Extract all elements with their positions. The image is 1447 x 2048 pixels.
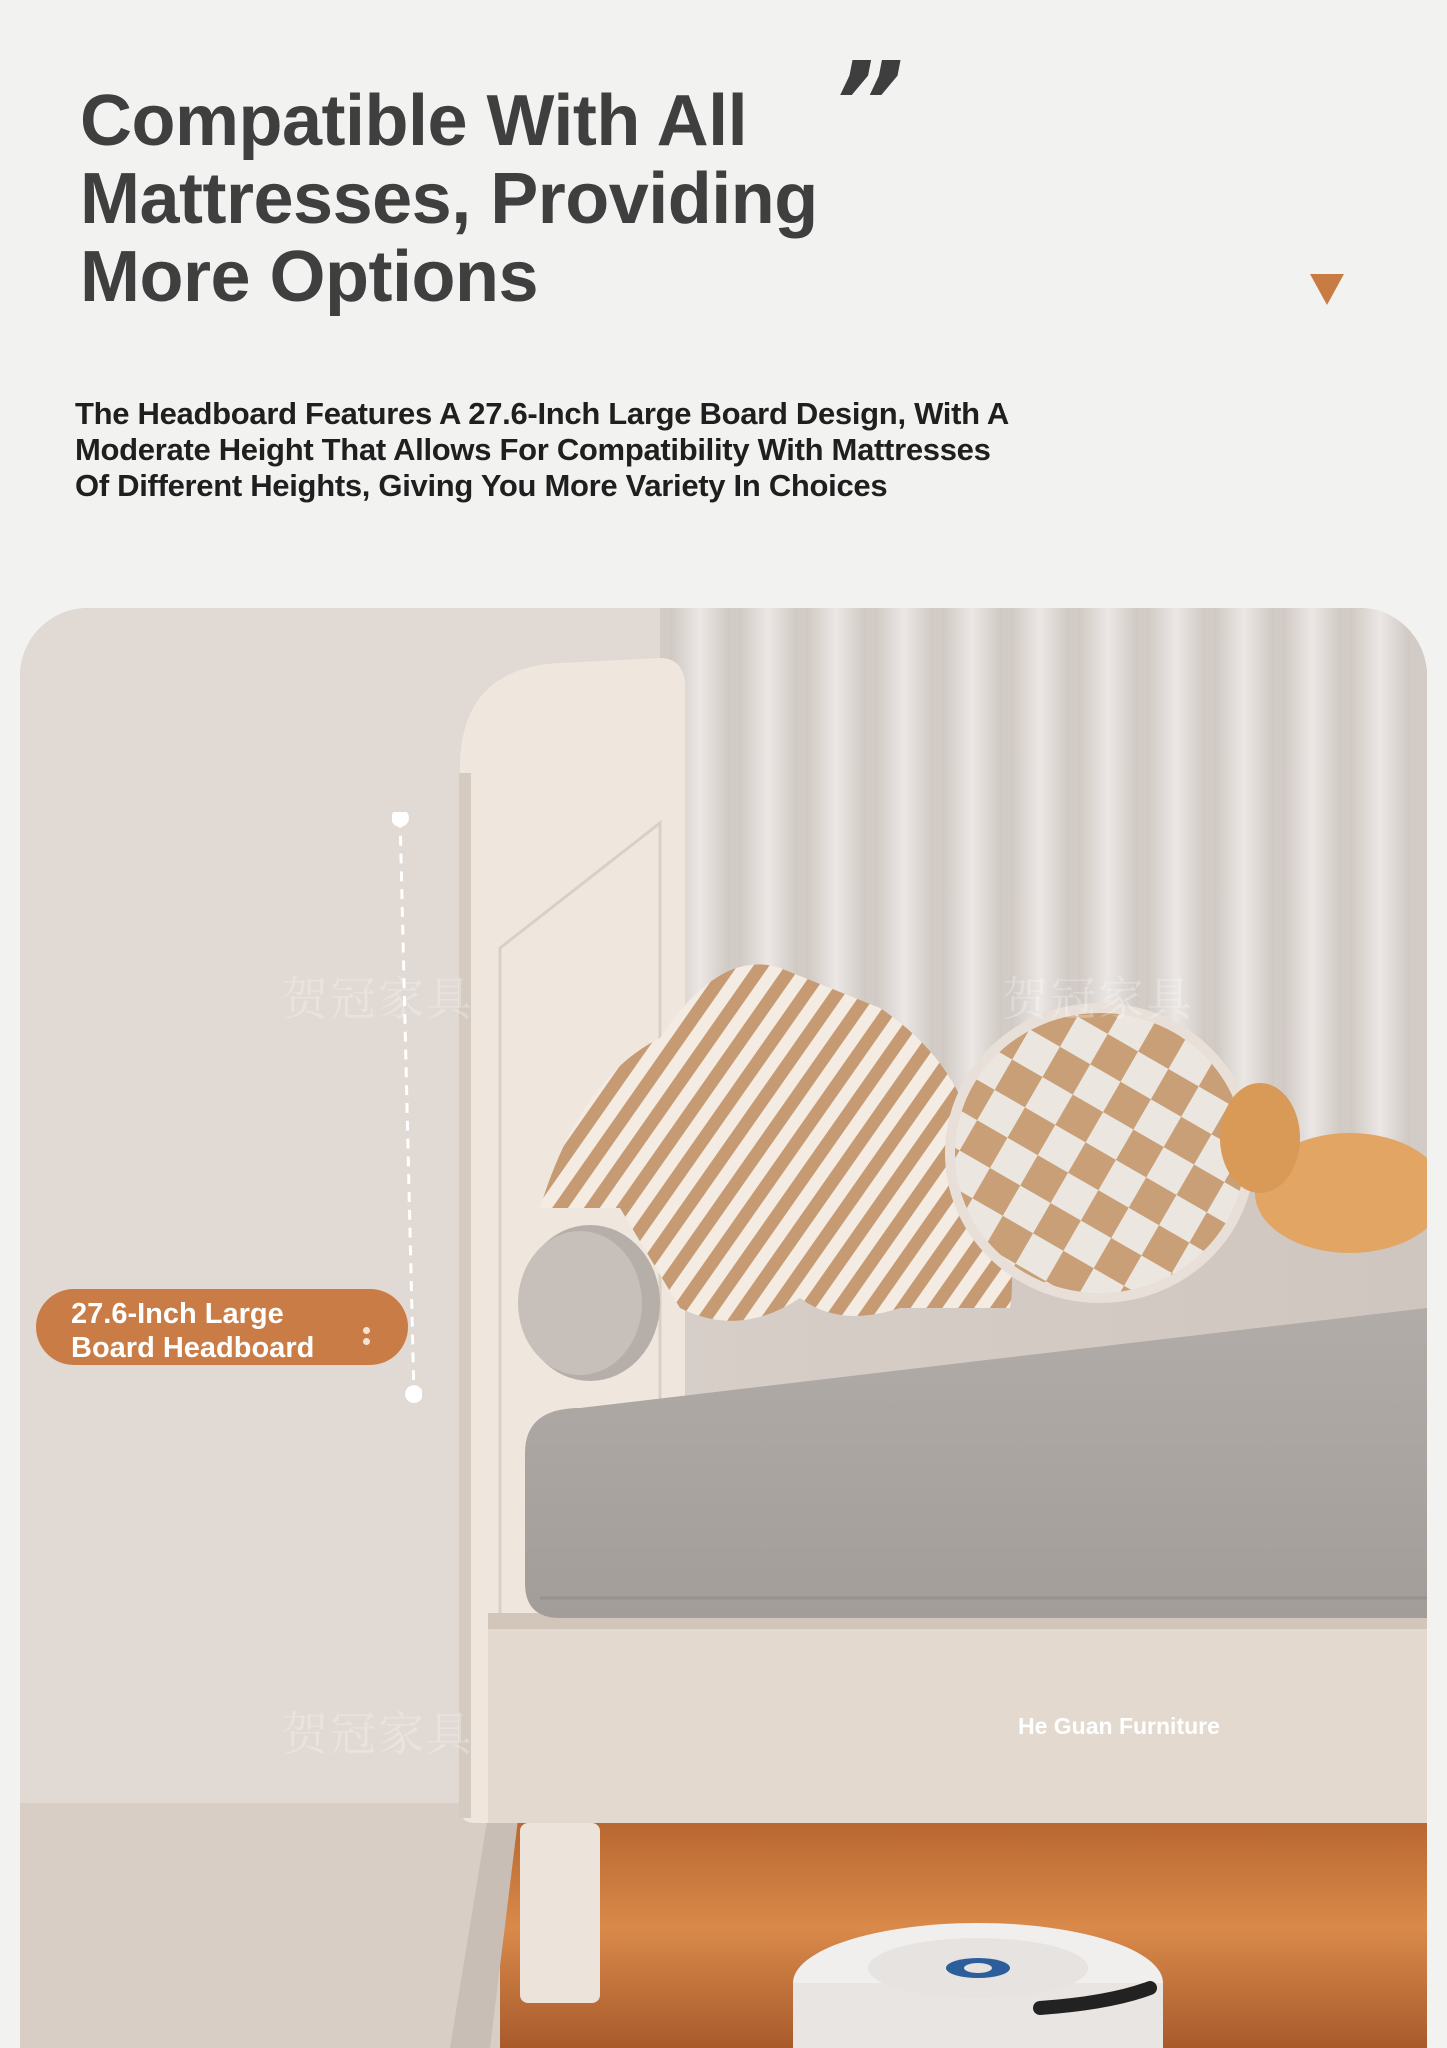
title-line-1: Compatible With All [80,81,748,161]
page-title [80,82,860,316]
feature-description [75,396,1095,504]
title-line-2: Mattresses, Providing [80,159,818,239]
dots-icon [363,1327,371,1345]
down-triangle-icon [1310,274,1344,305]
description-line-1: The Headboard Features A 27.6-Inch Large Board Design, With A [75,396,1009,431]
brand-label: He Guan Furniture [1018,1713,1220,1739]
callout-line-1: 27.6-Inch Large [71,1298,284,1330]
measure-top-dot [392,812,409,827]
title-line-3: More Options [80,237,538,317]
callout-line-2: Board Headboard [71,1332,315,1364]
watermark-text: 贺冠家具 [282,1707,474,1761]
description-line-2: Moderate Height That Allows For Compatibility With Mattresses [75,432,991,467]
watermark-text: 贺冠家具 [1002,972,1194,1026]
product-photo [20,608,1427,2048]
measure-bottom-dot [405,1385,422,1403]
watermark-text: 贺冠家具 [282,972,474,1026]
headboard-size-callout [36,1289,408,1365]
quote-mark: ” [832,39,905,169]
description-line-3: Of Different Heights, Giving You More Variety In Choices [75,468,888,503]
